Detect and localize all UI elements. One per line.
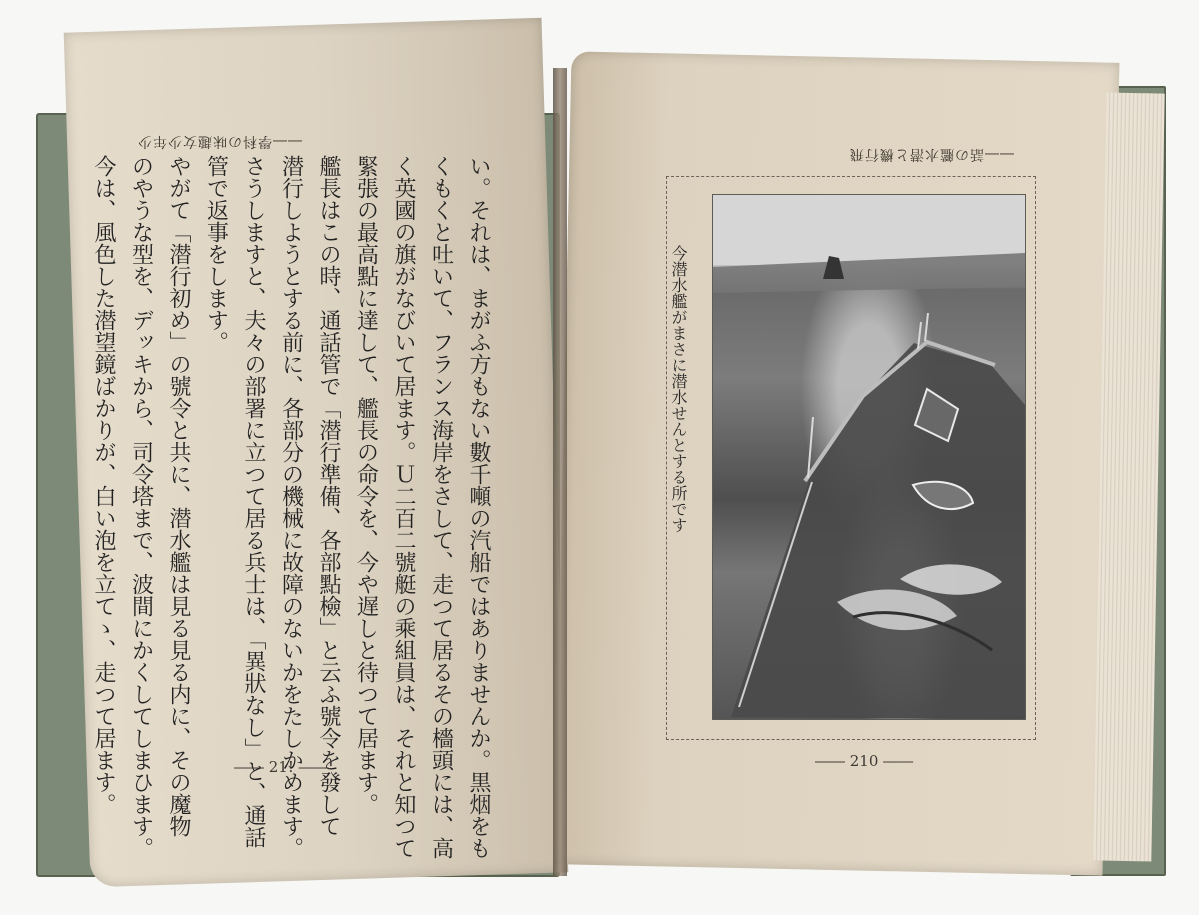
right-page-number: ―― 210 ―― [815,752,914,770]
left-text-line: 緊張の最高點に達して、艦長の命令を、今や遅しと待つて居ます。 [353,155,379,815]
submarine-illustration [713,195,1025,719]
left-text-line: くもくと吐いて、フランス海岸をさして、走つて居るその檣頭には、高 [428,155,454,859]
left-text-line: 潜行しようとする前に、各部分の機械に故障のないかをたしかめます。 [278,155,304,859]
left-page-header: ――學科の味趣女少年少 [137,133,302,149]
left-text-line: く英國の旗がなびいて居ます。Ｕ二百二號艇の乘組員は、それと知つて [391,155,416,859]
left-text-line: のやうな型を、デッキから、司令塔まで、波間にかくしてしまひます。 [128,155,154,859]
book-gutter [553,68,567,876]
left-text-line: やがて「潜行初め」の號令と共に、潜水艦は見る見る内に、その魔物 [166,155,191,837]
left-text-line: 管で返事をします。 [203,155,229,353]
left-page-number: ―― 21! ―― [234,758,329,776]
left-text-line: 艦長はこの時、通話管で「潜行準備、各部點檢」と云ふ號令を發して [316,155,341,837]
left-text-line: さうしますと、夫々の部署に立つて居る兵士は、「異狀なし」と、通話 [241,155,266,848]
sky-area [713,195,1025,265]
left-text-line: い。それは、まがふ方もない數千噸の汽船ではありませんか。黒烟をも [466,155,491,859]
submarine-photo [712,194,1026,720]
photo-caption: 今潜水艦がまさに潜水せんとする所です [669,245,688,533]
left-text-line: 今は、風色した潜望鏡ばかりが、白い泡を立てゝ、走つて居ます。 [91,155,116,815]
right-page-header: ――話の艦水潜と機行飛 [849,146,1014,162]
submarine-deck [731,343,1025,719]
